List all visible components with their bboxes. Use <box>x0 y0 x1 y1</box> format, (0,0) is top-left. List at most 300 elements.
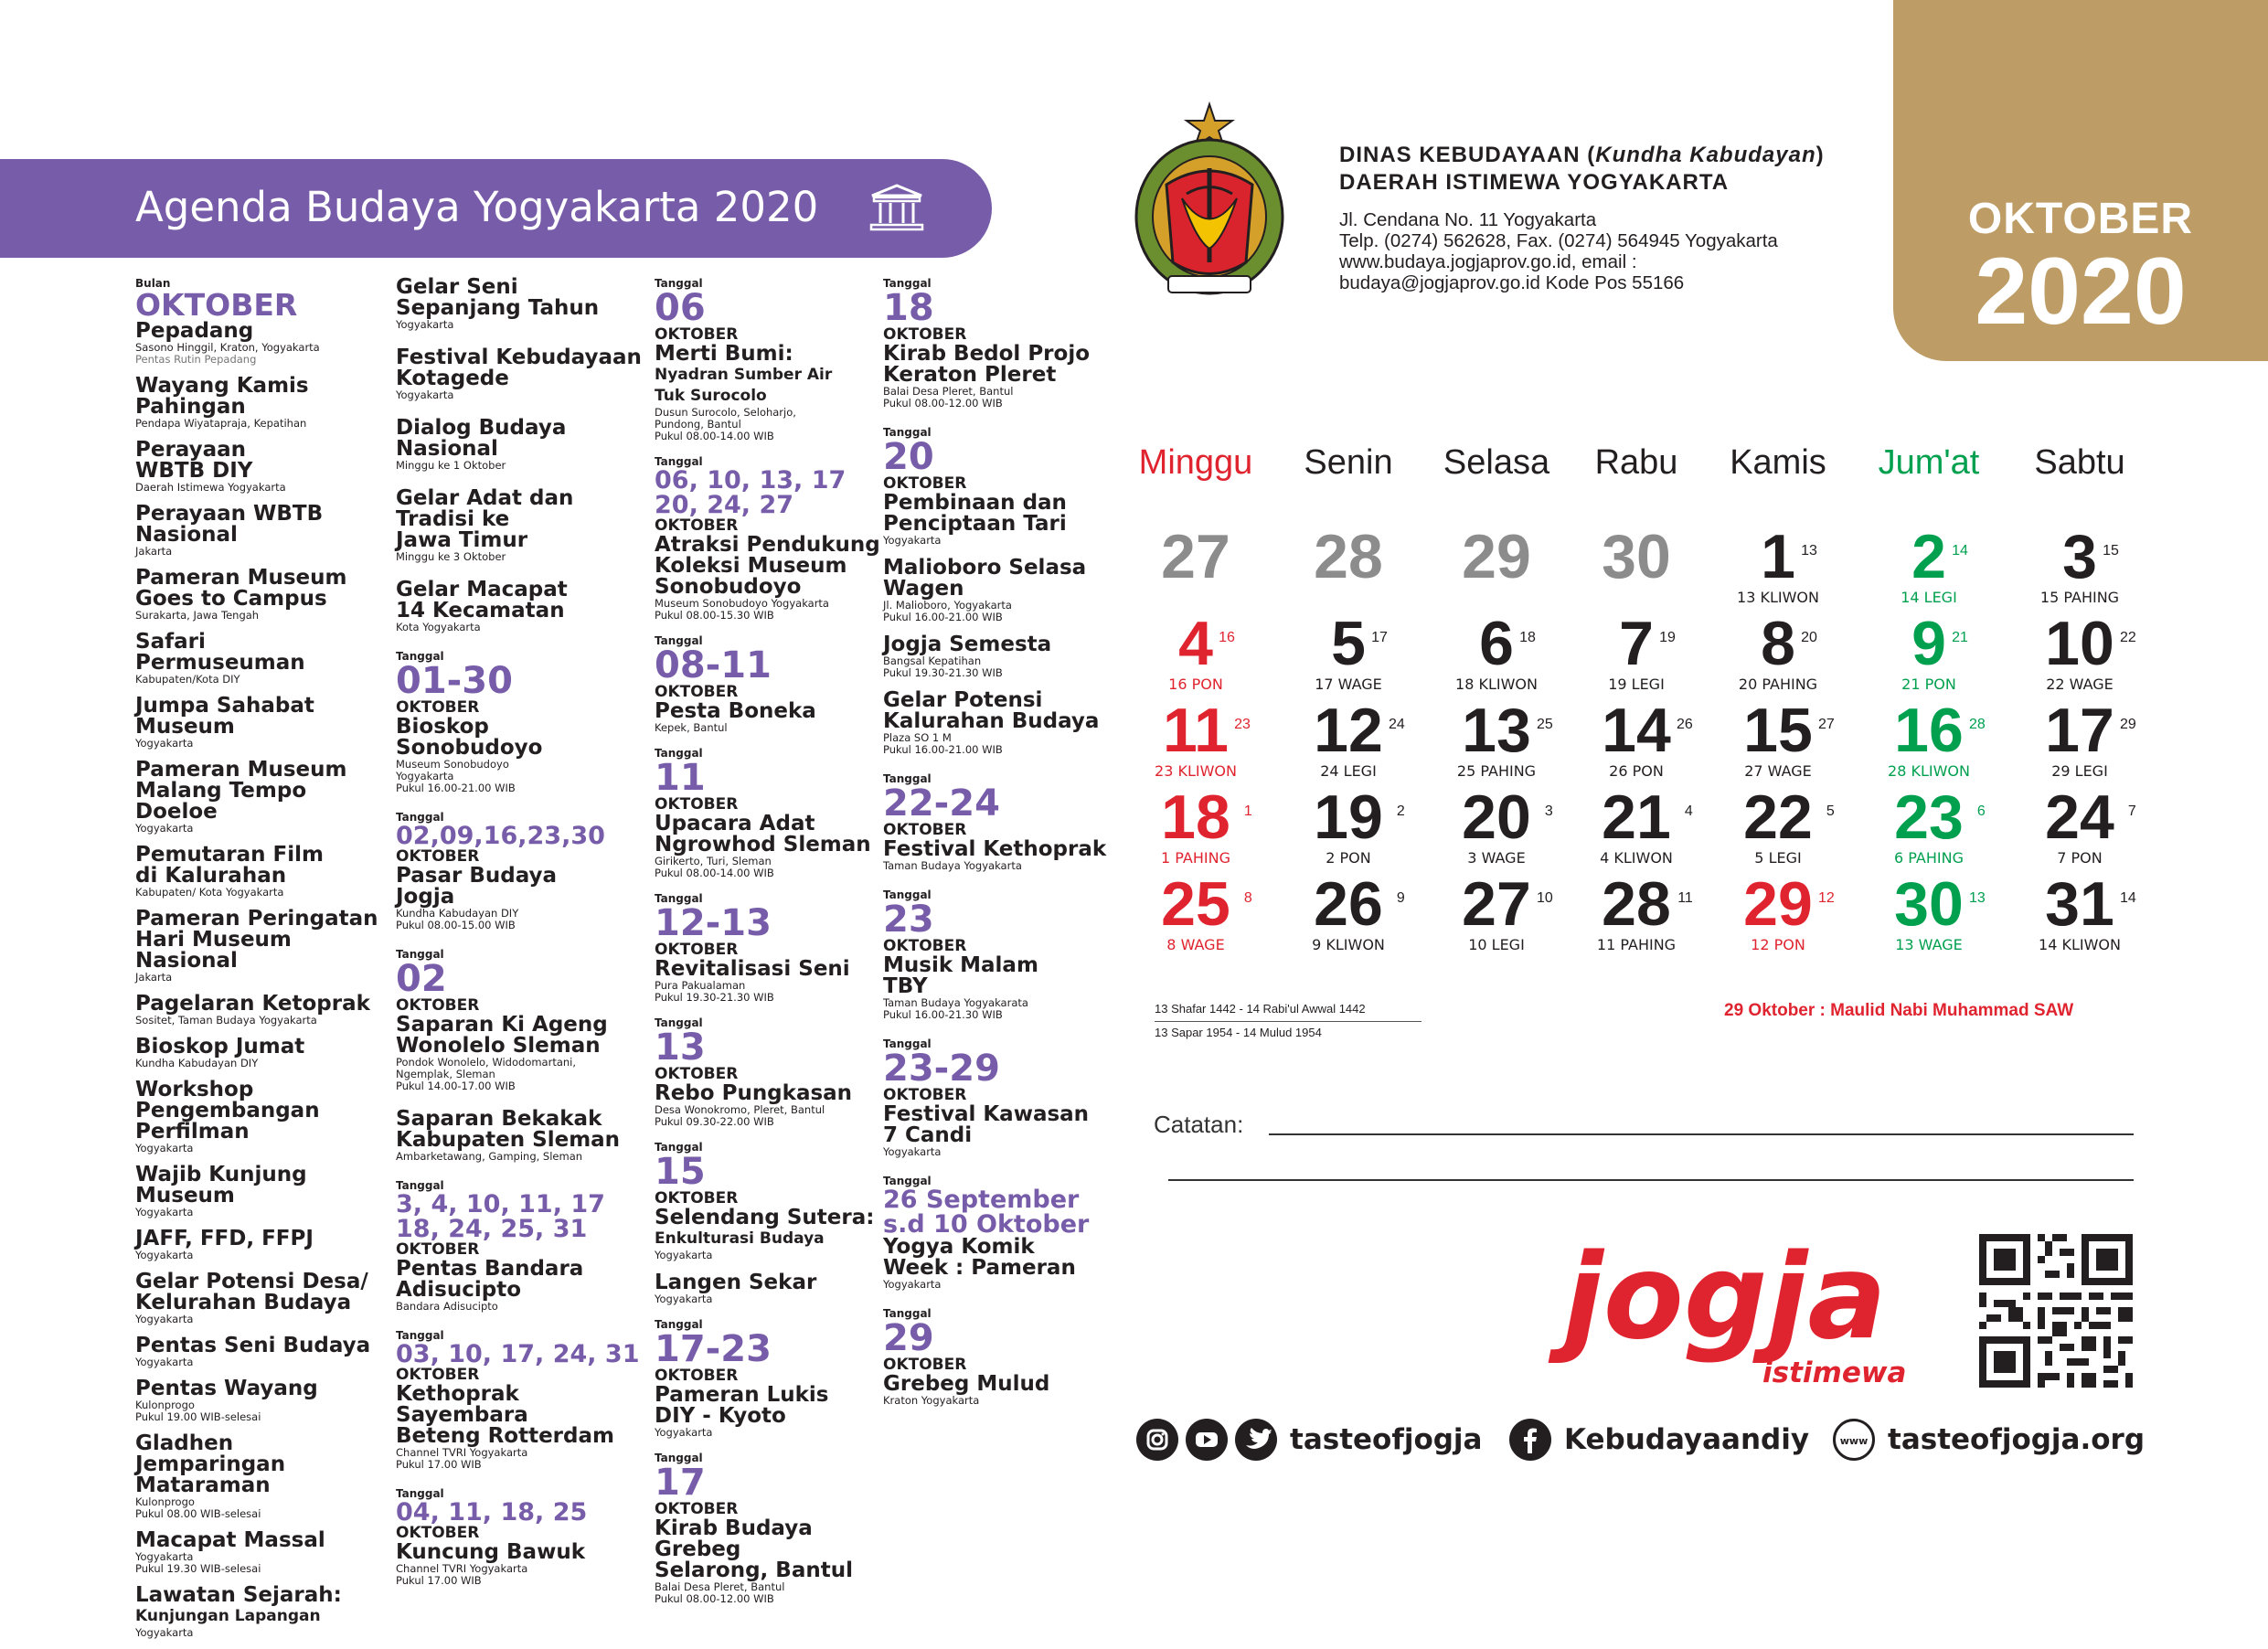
event-date: 20 <box>883 436 934 478</box>
hijri-day: 12 <box>1818 890 1835 906</box>
agenda-item <box>396 347 647 401</box>
day-number: 11 23 <box>1163 696 1251 765</box>
pasaran-day: 17 WAGE <box>1315 676 1382 693</box>
day-number: 9 21 <box>1911 609 1968 678</box>
event-month: OKTOBER <box>883 1356 967 1374</box>
event-location: Kabupaten/ Kota Yogyakarta <box>135 886 284 899</box>
event-location: Channel TVRI Yogyakarta <box>396 1562 528 1575</box>
pasaran-day: 2 PON <box>1326 849 1371 867</box>
calendar-day <box>1419 869 1574 955</box>
pasaran-day: 19 LEGI <box>1608 676 1665 693</box>
event-title: Langen Sekar <box>655 1271 817 1294</box>
event-location: Yogyakarta <box>655 1249 713 1261</box>
event-location: Kabupaten/Kota DIY <box>135 673 240 686</box>
hijri-day: 27 <box>1818 717 1835 732</box>
event-title: Pembinaan dan <box>883 491 1067 515</box>
calendar-day <box>1419 522 1574 608</box>
event-title: Perayaan WBTB <box>135 502 324 526</box>
event-title: Wajib Kunjung <box>135 1163 307 1186</box>
agenda-item <box>396 1109 647 1163</box>
pasaran-day: 9 KLIWON <box>1312 936 1385 953</box>
event-title: Pesta Boneka <box>655 699 816 723</box>
event-location: Channel TVRI Yogyakarta <box>396 1446 528 1459</box>
day-number: 5 17 <box>1331 609 1388 678</box>
event-subtitle: Enkulturasi Budaya <box>655 1229 825 1248</box>
instagram-icon[interactable] <box>1136 1419 1178 1461</box>
event-location: Balai Desa Pleret, Bantul <box>655 1580 785 1593</box>
event-title: Pameran Lukis <box>655 1383 829 1407</box>
event-title: Kotagede <box>396 367 509 390</box>
calendar-day <box>1419 696 1574 782</box>
event-title: Wonolelo Sleman <box>396 1034 601 1058</box>
event-location: Kulonprogo <box>135 1495 195 1508</box>
event-title: Tradisi ke <box>396 507 510 531</box>
event-location: Pukul 16.00-21.00 WIB <box>883 743 1003 756</box>
hijri-day: 24 <box>1389 717 1405 732</box>
day-number: 4 16 <box>1178 609 1235 678</box>
event-title: Doeloe <box>135 800 218 824</box>
event-title: Perfilman <box>135 1120 250 1144</box>
event-title: Sonobudoyo <box>655 575 802 599</box>
day-number: 12 24 <box>1314 696 1405 765</box>
date-label: Tanggal <box>655 1016 703 1029</box>
page-title: Agenda Budaya Yogyakarta 2020 <box>135 183 819 231</box>
calendar-day <box>1118 869 1273 955</box>
calendar-day <box>1700 609 1856 695</box>
event-location: Pukul 19.30 WIB-selesai <box>135 1562 261 1575</box>
pasaran-day: 14 LEGI <box>1901 589 1957 606</box>
pasaran-day: 6 PAHING <box>1894 849 1964 867</box>
social-website <box>1833 1419 2145 1461</box>
event-month: OKTOBER <box>883 821 967 839</box>
agenda-item <box>396 650 647 794</box>
event-title: Merti Bumi: <box>655 342 793 366</box>
holiday-note: 29 Oktober : Maulid Nabi Muhammad SAW <box>1724 1001 2074 1020</box>
date-label: Tanggal <box>883 1037 932 1050</box>
event-month: OKTOBER <box>883 937 967 955</box>
event-month: OKTOBER <box>396 1524 480 1542</box>
day-number: 16 28 <box>1894 696 1986 765</box>
pasaran-day: 23 KLIWON <box>1155 762 1237 780</box>
event-location: Minggu ke 1 Oktober <box>396 459 506 472</box>
agenda-item <box>883 277 1107 410</box>
event-title: Kelurahan Budaya <box>135 1291 352 1314</box>
event-location: Pukul 09.30-22.00 WIB <box>655 1115 774 1128</box>
agenda-item <box>135 632 382 686</box>
pasaran-day: 11 PAHING <box>1596 936 1677 953</box>
event-title: Pagelaran Ketoprak <box>135 992 370 1016</box>
jogja-istimewa-logo <box>1554 1229 1907 1394</box>
hijri-range: 13 Shafar 1442 - 14 Rabi'ul Awwal 1442 <box>1155 1002 1366 1016</box>
event-location: Museum Sonobudoyo Yogyakarta <box>655 597 829 610</box>
event-location: Pura Pakualaman <box>655 979 746 992</box>
event-title: WBTB DIY <box>135 459 253 483</box>
facebook-icon[interactable] <box>1509 1419 1551 1461</box>
event-location: Yogyakarta <box>396 318 454 331</box>
day-number: 8 20 <box>1761 609 1817 678</box>
event-title: DIY - Kyoto <box>655 1404 786 1428</box>
event-title: Museum <box>135 1184 235 1207</box>
event-title: Sonobudoyo <box>396 736 543 760</box>
day-number: 19 2 <box>1314 782 1405 852</box>
social-handle-kebudayaandiy[interactable]: Kebudayaandiy <box>1564 1423 1810 1456</box>
event-month: OKTOBER <box>655 1189 739 1207</box>
event-date: 23 <box>883 899 934 941</box>
event-month: OKTOBER <box>655 325 739 344</box>
agenda-item <box>135 909 382 984</box>
event-title: 14 Kecamatan <box>396 599 565 622</box>
event-title: Pemutaran Film <box>135 843 325 867</box>
agenda-item <box>396 580 647 633</box>
event-title: Beteng Rotterdam <box>396 1424 614 1448</box>
hijri-day: 25 <box>1537 717 1553 732</box>
pasaran-day: 27 WAGE <box>1744 762 1812 780</box>
pasaran-day: 15 PAHING <box>2039 589 2120 606</box>
event-date: s.d 10 Oktober <box>883 1210 1090 1239</box>
event-date: 02,09,16,23,30 <box>396 822 605 850</box>
event-location: Yogyakarta <box>135 1356 194 1368</box>
day-number: 20 3 <box>1462 782 1553 852</box>
event-location: Yogyakarta <box>135 1550 194 1563</box>
event-month: OKTOBER <box>655 1065 739 1083</box>
event-location: Yogyakarta <box>655 1426 713 1439</box>
event-title: Saparan Bekakak <box>396 1107 602 1131</box>
hijri-day: 21 <box>1952 630 1968 645</box>
agenda-item <box>883 426 1107 756</box>
yogyakarta-coat-of-arms-logo <box>1132 102 1287 303</box>
event-location: Pukul 08.00-15.30 WIB <box>655 609 774 622</box>
pasaran-day: 24 LEGI <box>1320 762 1377 780</box>
social-website-url[interactable]: tasteofjogja.org <box>1888 1423 2146 1456</box>
day-number: 25 8 <box>1161 869 1252 939</box>
hijri-day: 13 <box>1801 543 1817 559</box>
event-title: Pahingan <box>135 395 246 419</box>
event-date: 15 <box>655 1151 706 1193</box>
pasaran-day: 22 WAGE <box>2046 676 2114 693</box>
event-location: Ngemplak, Sleman <box>396 1068 495 1080</box>
event-title: Bioskop <box>396 715 489 739</box>
javanese-range: 13 Sapar 1954 - 14 Mulud 1954 <box>1155 1026 1322 1039</box>
event-location: Bandara Adisucipto <box>396 1300 498 1313</box>
event-date: 02 <box>396 958 447 1000</box>
brand-tagline: istimewa <box>1762 1356 1907 1389</box>
agenda-item <box>655 1318 883 1439</box>
hijri-day: 1 <box>1243 803 1252 819</box>
event-location: Pukul 19.00 WIB-selesai <box>135 1410 261 1423</box>
event-location: Dusun Surocolo, Seloharjo, <box>655 406 796 419</box>
month-year-tab <box>1893 0 2268 361</box>
social-handle-tasteofjogja[interactable]: tasteofjogja <box>1290 1423 1483 1456</box>
event-title: Jawa Timur <box>396 528 528 552</box>
pasaran-day: 20 PAHING <box>1738 676 1818 693</box>
event-title: Gelar Adat dan <box>396 486 574 510</box>
calendar-day <box>1419 782 1574 868</box>
agenda-item <box>883 1307 1107 1407</box>
event-location: Museum Sonobudoyo <box>396 758 509 771</box>
day-number: 26 9 <box>1314 869 1405 939</box>
date-label: Tanggal <box>396 948 444 961</box>
org-phone: Telp. (0274) 562628, Fax. (0274) 564945 Yogyakarta <box>1339 230 1778 251</box>
pasaran-day: 14 KLIWON <box>2039 936 2121 953</box>
event-location: Sositet, Taman Budaya Yogyakarta <box>135 1014 317 1027</box>
hijri-day: 14 <box>1952 543 1968 559</box>
date-label: Tanggal <box>655 1141 703 1154</box>
calendar-day <box>1271 869 1426 955</box>
twitter-icon[interactable] <box>1235 1419 1277 1461</box>
weekday-5: Jum'at <box>1878 443 1980 482</box>
event-month: OKTOBER <box>396 847 480 866</box>
event-location: Yogyakarta <box>883 1145 942 1158</box>
hijri-day: 17 <box>1371 630 1388 645</box>
org-website: www.budaya.jogjaprov.go.id, email : <box>1339 251 1637 272</box>
bulan-month: OKTOBER <box>135 287 298 323</box>
event-title: Hari Museum Nasional <box>135 928 292 973</box>
event-title: di Kalurahan <box>135 864 287 888</box>
event-date: 08-11 <box>655 644 772 686</box>
agenda-item <box>396 1329 647 1471</box>
calendar-day <box>1851 696 2007 782</box>
event-location: Pondok Wonolelo, Widodomartani, <box>396 1056 577 1069</box>
event-location: Pukul 19.30-21.30 WIB <box>883 666 1003 679</box>
event-location: Pukul 16.00-21.00 WIB <box>883 611 1003 623</box>
event-title: Pentas Wayang <box>135 1377 318 1400</box>
calendar-day <box>1118 696 1273 782</box>
pasaran-day: 7 PON <box>2057 849 2103 867</box>
event-title: Festival Kawasan <box>883 1102 1090 1126</box>
event-location: Taman Budaya Yogyakarata <box>883 996 1028 1009</box>
agenda-item <box>883 1037 1107 1158</box>
hijri-day: 20 <box>1801 630 1817 645</box>
event-title: Kirab Bedol Projo <box>883 342 1091 366</box>
event-title: Saparan Ki Ageng <box>396 1013 608 1037</box>
day-number: 1 13 <box>1761 522 1817 591</box>
day-number: 21 4 <box>1602 782 1693 852</box>
hijri-day: 19 <box>1659 630 1676 645</box>
event-title: Pengembangan <box>135 1099 320 1122</box>
weekday-6: Sabtu <box>2034 443 2125 482</box>
event-location: Pukul 17.00 WIB <box>396 1574 482 1587</box>
calendar-day <box>1271 522 1426 608</box>
event-month: OKTOBER <box>655 1500 739 1518</box>
day-number: 22 5 <box>1743 782 1835 852</box>
event-title: Kuncung Bawuk <box>396 1540 585 1564</box>
pasaran-day: 13 KLIWON <box>1737 589 1819 606</box>
date-label: Tanggal <box>655 892 703 905</box>
calendar-day <box>1851 782 2007 868</box>
event-location: Pukul 08.00-15.00 WIB <box>396 919 516 931</box>
organization-info <box>1339 142 1825 293</box>
org-email: budaya@jogjaprov.go.id Kode Pos 55166 <box>1339 272 1685 293</box>
event-date: 3, 4, 10, 11, 17 <box>396 1190 605 1218</box>
event-subtitle: Kunjungan Lapangan <box>135 1607 321 1625</box>
event-subtitle: Nyadran Sumber Air <box>655 366 833 384</box>
event-title: Pameran Museum <box>135 758 347 782</box>
event-date: 06 <box>655 287 706 329</box>
calendar-day <box>1700 869 1856 955</box>
agenda-item <box>396 277 647 331</box>
hijri-day: 11 <box>1677 890 1693 906</box>
calendar-day <box>2002 869 2157 955</box>
pasaran-day: 16 PON <box>1168 676 1223 693</box>
hijri-day: 8 <box>1243 890 1252 906</box>
day-number: 31 14 <box>2045 869 2136 939</box>
calendar-day <box>1851 522 2007 608</box>
agenda-item <box>135 1229 382 1261</box>
event-title: Bioskop Jumat <box>135 1035 305 1059</box>
event-location: Plaza SO 1 M <box>883 731 952 744</box>
event-location: Yogyakarta <box>396 388 454 401</box>
hijri-day: 22 <box>2120 630 2136 645</box>
event-title: TBY <box>883 974 928 998</box>
event-month: OKTOBER <box>883 474 967 493</box>
calendar-day <box>1851 869 2007 955</box>
event-title: Yogya Komik <box>883 1235 1035 1259</box>
date-label: Tanggal <box>655 747 703 760</box>
header-banner <box>0 159 992 258</box>
notes-line <box>1168 1179 2134 1181</box>
event-subtitle: Tuk Surocolo <box>655 387 767 405</box>
day-number: 15 27 <box>1743 696 1835 765</box>
date-label: Tanggal <box>883 277 932 290</box>
event-title: Wagen <box>883 577 964 601</box>
event-title: Rebo Pungkasan <box>655 1081 853 1105</box>
agenda-item <box>396 1179 647 1313</box>
event-title: Jemparingan <box>135 1452 286 1476</box>
agenda-column-3 <box>655 277 883 1618</box>
event-location: Pukul 08.00 WIB-selesai <box>135 1507 261 1520</box>
agenda-item <box>883 1175 1107 1291</box>
event-title: JAFF, FFD, FFPJ <box>135 1227 314 1250</box>
event-location: Yogyakarta <box>135 1626 194 1639</box>
pasaran-day: 29 LEGI <box>2051 762 2108 780</box>
hijri-day: 6 <box>1976 803 1986 819</box>
agenda-item <box>135 504 382 558</box>
agenda-item <box>135 321 382 366</box>
event-location: Pukul 16.00-21.00 WIB <box>396 782 516 794</box>
agenda-column-2 <box>396 277 647 1603</box>
event-title: Perayaan <box>135 438 247 462</box>
youtube-icon[interactable] <box>1186 1419 1228 1461</box>
hijri-day: 18 <box>1519 630 1536 645</box>
hijri-day: 29 <box>2120 717 2136 732</box>
event-title: Kirab Budaya Grebeg <box>655 1516 813 1561</box>
date-label: Tanggal <box>396 1487 444 1500</box>
event-date: 06, 10, 13, 17 <box>655 466 847 495</box>
day-number: 28 11 <box>1602 869 1693 939</box>
weekday-4: Kamis <box>1730 443 1826 482</box>
date-label: Tanggal <box>396 1179 444 1192</box>
month-label: OKTOBER <box>1967 195 2194 243</box>
agenda-item <box>655 277 883 442</box>
agenda-item <box>655 892 883 1004</box>
event-title: Safari Permuseuman <box>135 630 305 675</box>
divider <box>1155 1021 1421 1022</box>
hijri-day: 15 <box>2103 543 2119 559</box>
event-location: Kota Yogyakarta <box>396 621 481 633</box>
calendar-day <box>1700 522 1856 608</box>
day-number: 7 19 <box>1619 609 1676 678</box>
event-title: Adisucipto <box>396 1278 521 1302</box>
day-number: 30 13 <box>1894 869 1986 939</box>
calendar-day <box>1419 609 1574 695</box>
event-month: OKTOBER <box>883 1086 967 1104</box>
event-location: Pukul 08.00-14.00 WIB <box>655 430 774 442</box>
event-month: OKTOBER <box>655 516 739 535</box>
event-month: OKTOBER <box>396 1240 480 1259</box>
event-date: 17-23 <box>655 1328 772 1370</box>
www-globe-icon[interactable] <box>1833 1419 1875 1461</box>
event-title: Koleksi Museum <box>655 554 847 578</box>
org-region: DAERAH ISTIMEWA YOGYAKARTA <box>1339 170 1730 195</box>
agenda-item <box>396 948 647 1092</box>
agenda-column-1 <box>135 277 382 1649</box>
pasaran-day: 4 KLIWON <box>1600 849 1673 867</box>
calendar-day <box>1118 609 1273 695</box>
day-number: 18 1 <box>1161 782 1252 852</box>
pasaran-day: 10 LEGI <box>1468 936 1525 953</box>
event-location: Yogyakarta <box>135 1142 194 1154</box>
agenda-item <box>135 440 382 494</box>
event-location: Ambarketawang, Gamping, Sleman <box>396 1150 583 1163</box>
day-number: 14 26 <box>1602 696 1693 765</box>
event-title: Dialog Budaya <box>396 416 567 440</box>
event-title: Nasional <box>135 523 238 547</box>
day-number: 29 12 <box>1743 869 1835 939</box>
hijri-day: 4 <box>1684 803 1693 819</box>
event-location: Kundha Kabudayan DIY <box>396 907 519 920</box>
event-title: Kethoprak Sayembara <box>396 1382 528 1427</box>
event-title: Jumpa Sahabat <box>135 694 314 718</box>
event-date: 20, 24, 27 <box>655 491 794 519</box>
hijri-day: 23 <box>1234 717 1251 732</box>
event-location: Pendapa Wiyatapraja, Kepatihan <box>135 417 307 430</box>
day-number: 6 18 <box>1479 609 1536 678</box>
agenda-item <box>135 1037 382 1069</box>
event-title: Jogja <box>396 885 455 909</box>
calendar-day <box>1559 869 1714 955</box>
event-title: Kalurahan Budaya <box>883 709 1100 733</box>
event-date: 22-24 <box>883 782 1000 824</box>
weekday-1: Senin <box>1304 443 1393 482</box>
pasaran-day: 13 WAGE <box>1895 936 1963 953</box>
event-location: Yogyakarta <box>135 1313 194 1325</box>
event-title: Gelar Potensi <box>883 688 1043 712</box>
pasaran-day: 28 KLIWON <box>1888 762 1970 780</box>
event-title: Gelar Potensi Desa/ <box>135 1270 368 1293</box>
event-title: Pameran Peringatan <box>135 907 378 931</box>
hijri-day: 7 <box>2127 803 2136 819</box>
event-location: Pukul 16.00-21.30 WIB <box>883 1008 1003 1021</box>
event-location: Yogyakarta <box>883 534 942 547</box>
event-location: Taman Budaya Yogyakarta <box>883 859 1022 872</box>
event-location: Balai Desa Pleret, Bantul <box>883 385 1014 398</box>
event-location: Yogyakarta <box>655 1293 713 1305</box>
event-location: Minggu ke 3 Oktober <box>396 550 506 563</box>
event-month: OKTOBER <box>655 683 739 701</box>
event-location: Surakarta, Jawa Tengah <box>135 609 260 622</box>
notes-label: Catatan: <box>1154 1111 1244 1138</box>
event-title: Upacara Adat <box>655 812 815 835</box>
date-label: Tanggal <box>655 277 703 290</box>
event-location: Pukul 17.00 WIB <box>396 1458 482 1471</box>
event-title: Penciptaan Tari <box>883 512 1067 536</box>
agenda-item <box>396 811 647 931</box>
calendar-day <box>1118 522 1273 608</box>
event-title: Keraton Pleret <box>883 363 1057 387</box>
brand-logo-text: jogja <box>1563 1229 1887 1366</box>
event-title: Nasional <box>396 437 498 461</box>
agenda-item <box>135 1530 382 1575</box>
